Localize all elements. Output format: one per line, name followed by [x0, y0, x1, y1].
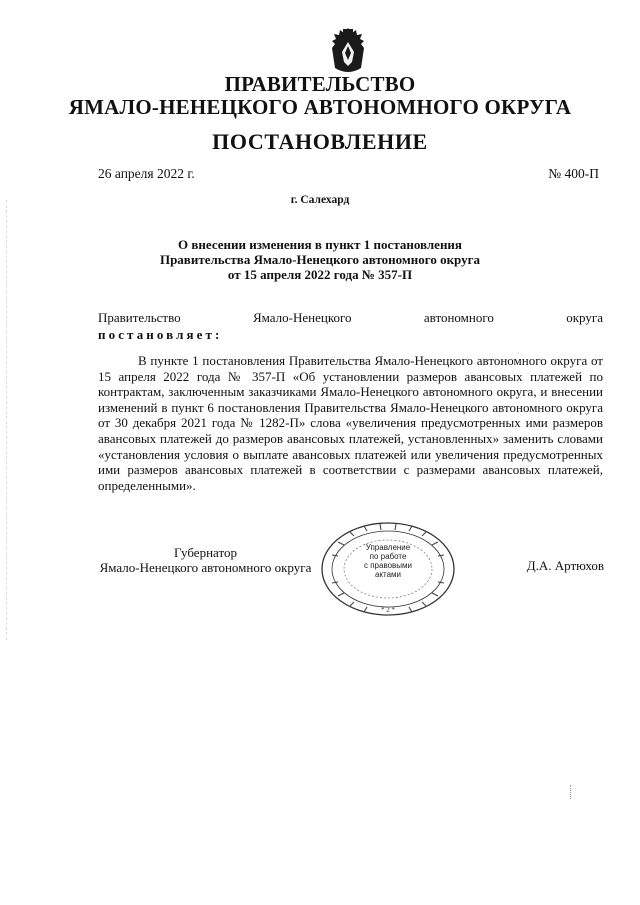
stamp-label-line: актами	[374, 570, 402, 579]
subject-line: О внесении изменения в пункт 1 постановления	[178, 237, 462, 252]
government-title: ПРАВИТЕЛЬСТВО	[224, 72, 416, 96]
document-number: № 400-П	[548, 166, 599, 181]
intro-verb: постановляет:	[98, 327, 223, 342]
stamp-label	[349, 543, 427, 579]
subject-line: от 15 апреля 2022 года № 357-П	[227, 267, 413, 282]
stamp-label-line: Управление	[365, 543, 411, 552]
signatory-title-line: Губернатор	[174, 545, 237, 560]
coat-of-arms-icon	[328, 26, 368, 76]
document-subject	[0, 237, 640, 282]
stamp-label-line: с правовыми	[363, 561, 413, 570]
intro-word: автономного	[423, 310, 494, 325]
intro-word: Ямало-Ненецкого	[252, 310, 352, 325]
signatory-title-line: Ямало-Ненецкого автономного округа	[99, 560, 312, 575]
stamp-label-line: по работе	[369, 552, 407, 561]
intro-word: Правительство	[98, 310, 181, 325]
document-date: 26 апреля 2022 г.	[98, 166, 195, 181]
subject-line: Правительства Ямало-Ненецкого автономного округа	[159, 252, 481, 267]
svg-text:* 2 *: * 2 *	[381, 606, 395, 614]
signatory-title	[98, 545, 313, 575]
scan-mark	[570, 785, 573, 799]
signatory-name: Д.А. Артюхов	[526, 558, 604, 573]
document-city: г. Салехард	[290, 194, 350, 206]
scan-edge	[6, 200, 8, 640]
decree-paragraph: В пункте 1 постановления Правительства Ямало-Ненецкого автономного округа от 15 апреля 2022 года № 357-П «Об установлении размеров авансовых платежей по контрактам, заключенным заказчиками Ямало-Ненецкого автономного округа, и внесении изменений в пункт 6 постановления Правительства Ямало-Ненецкого автономного округа от 30 декабря 2021 года № 1282-П» слова «увеличения предусмотренных ими размеров авансовых платежей до размеров авансовых платежей, установленных» заменить словами «установления условия о выплате авансовых платежей или увеличения предусмотренных ими размеров авансовых платежей в соответствии с размерами авансовых платежей, определенными».	[98, 353, 603, 493]
government-title-region: ЯМАЛО-НЕНЕЦКОГО АВТОНОМНОГО ОКРУГА	[68, 95, 572, 119]
document-type: ПОСТАНОВЛЕНИЕ	[212, 129, 428, 154]
intro-word: округа	[566, 310, 603, 325]
intro-line	[98, 310, 603, 326]
